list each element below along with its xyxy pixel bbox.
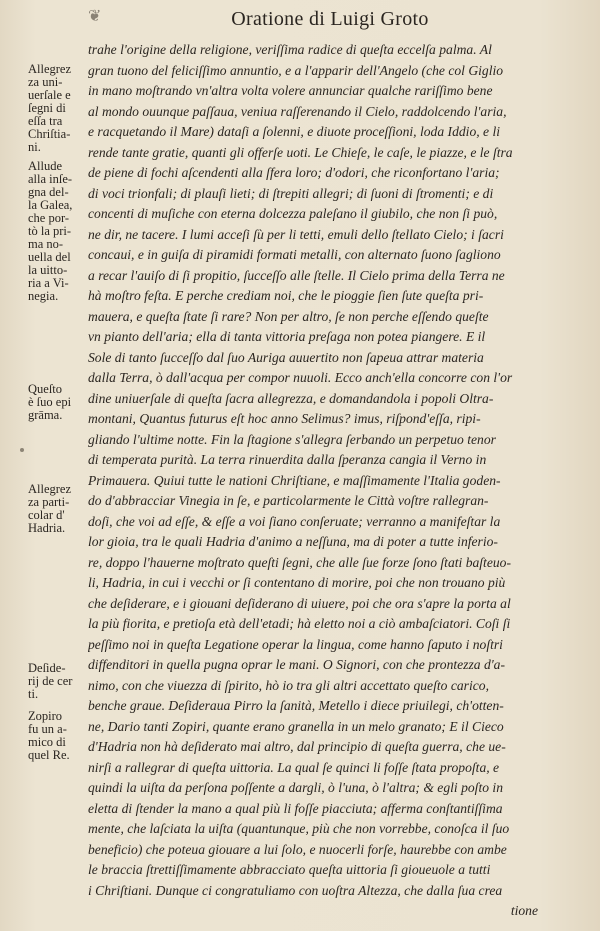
text-line: gliando l'ultime notte. Fin la ſtagione s'allegra ſerbando un perpetuo tenor [88, 431, 496, 447]
marginal-note-line: ni. [28, 140, 41, 154]
text-line: ne, Dario tanti Zopiri, quante erano granella in un melo granato; E il Cieco [88, 718, 504, 734]
marginal-note-line: grāma. [28, 408, 63, 422]
marginal-note-line: gna del- [28, 185, 69, 199]
marginal-note-line: alla inſe- [28, 172, 73, 186]
text-line: diffenditori in quella pugna oprar le mani. O Signori, con che prontezza d'a- [88, 657, 505, 672]
marginal-note-line: za parti- [28, 495, 70, 509]
text-line: tione [510, 903, 538, 918]
text-line: beneficio) che poteua giouare a lui ſolo, e nuocerli forſe, haurebbe con ambe [88, 841, 507, 857]
text-line: in mano moſtrando vn'altra volta volere annunciar qualche rariſſimo bene [88, 83, 493, 98]
marginal-note [28, 483, 88, 535]
text-line: a recar l'auiſo di ſi propitio, ſucceſſo alle ſtelle. Il Cielo prima della Terra ne [88, 267, 505, 283]
text-line: di temperata purità. La terra rinuerdita dalla ſperanza cangia il Verno in [88, 452, 487, 467]
marginal-note-line: uerſale e [28, 88, 71, 102]
text-line: rende tante gratie, quanti gli offerſe uoti. Le Chieſe, le caſe, le piazze, e le ſtra [88, 144, 513, 160]
marginal-note-line: è ſuo epi [28, 395, 72, 409]
body-text [88, 40, 574, 922]
marginal-note-line: mico di [28, 735, 66, 749]
text-line: concenti di muſiche con eterna dolcezza paleſano il giubilo, che non ſi può, [88, 206, 498, 221]
text-line: dine uniuerſale di queſta ſacra allegrezza, e domandandola i popoli Oltra- [88, 390, 494, 406]
page-header: Oratione di Luigi Groto [231, 8, 429, 30]
text-line: peſſimo noi in queſta Legatione operar la lingua, come hanno ſaputo i noſtri [88, 636, 503, 652]
ink-mark [20, 448, 24, 452]
text-line: di voci trionfali; di plauſi lieti; di ſtrepiti allegri; di ſuoni di ſtromenti; e di [88, 185, 494, 201]
marginal-note-line: Hadria. [28, 521, 66, 535]
text-line: dalla Terra, ò dall'acqua per compor nuuoli. Ecco anch'ella concorre con l'or [88, 370, 513, 385]
page-ornament-icon: ❦ [88, 8, 102, 25]
marginal-note-line: Chriſtia- [28, 127, 71, 141]
marginal-note-line: ſegni di [28, 101, 66, 115]
marginal-note-line: Zopiro [28, 709, 63, 723]
marginal-note [28, 63, 88, 154]
text-line: Sole di tanto ſucceſſo dal ſuo Auriga auuertito non ſapeua attrar materia [88, 349, 484, 365]
text-line: montani, Quantus futurus eſt hoc anno Selimus? imus, riſpond'eſſa, ripi- [88, 411, 481, 426]
marginal-note-line: tò la pri- [28, 224, 72, 238]
text-line: benche graue. Deſideraua Pirro la ſanità, Metello i diece priuilegi, ch'otten- [88, 698, 504, 713]
marginal-note-line: za uni- [28, 75, 63, 89]
text-line: de piene di fochi aſcendenti alla ſfera loro; d'odori, che riconfortano l'aria; [88, 165, 500, 180]
marginal-note [28, 160, 88, 303]
text-line: le braccia ſtrettiſſimamente abbracciato queſta uittoria ſi gioueuole a tutti [88, 862, 491, 877]
text-line: eletta di ſtender la mano a qual più li foſſe piacciuta; afferma conſtantiſſima [88, 800, 503, 816]
text-line: li, Hadria, in cui i vecchi or ſi contentano di morire, poi che non trouano più [88, 575, 506, 590]
marginal-note-line: Allegrez [28, 482, 72, 496]
text-line: nirſi a rallegrar di queſta uittoria. La qual ſe quinci li foſſe ſtata propoſta, e [88, 759, 500, 775]
marginal-note [28, 710, 88, 762]
text-line: doſi, che voi ad eſſe, & eſſe a voi ſiano conſeruate; verranno a manifeſtar la [88, 513, 501, 529]
text-line: do d'abbracciar Vinegia in ſe, e particolarmente le Città voſtre rallegran- [88, 493, 489, 508]
text-line: hà moſtro feſta. E perche crediam noi, che le pioggie ſien ſute queſta pri- [88, 288, 484, 303]
marginal-note-line: ria a Vi- [28, 276, 69, 290]
marginal-note-line: quel Re. [28, 748, 70, 762]
marginal-note-line: ma no- [28, 237, 64, 251]
text-line: la più fiorita, e pretioſa età dell'etadi; hà eletto noi a ciò ambaſciatori. Coſi ſi [88, 616, 511, 631]
text-line: concaui, e in guiſa di piramidi formati metalli, con alternato ſuono ſagliono [88, 247, 501, 262]
text-line: trahe l'origine della religione, veriſſima radice di queſta eccelſa palma. Al [88, 42, 492, 57]
marginal-note-line: la uitto- [28, 263, 68, 277]
marginal-note-line: rij de cer [28, 674, 73, 688]
text-line: gran tuono del feliciſſimo annuntio, e a l'apparir dell'Angelo (che col Giglio [88, 62, 504, 78]
text-line: ne dir, ne tacere. I lumi acceſi ſù per li tetti, emuli dello ſtellato Cielo; i ſacri [88, 226, 504, 242]
marginal-note [28, 383, 88, 422]
text-line: re, doppo l'hauerne moſtrato queſti ſegni, che alle ſue forze ſono ſtati baſteuo- [88, 554, 511, 570]
marginal-note-line: eſſa tra [28, 114, 63, 128]
text-line: i Chriſtiani. Dunque ci congratuliamo con uoſtra Altezza, che dalla ſua crea [88, 882, 503, 898]
text-line: e racquetando il Mare) dataſi a ſolenni, e diuote proceſſioni, loda Iddio, e li [88, 124, 501, 139]
marginal-note-line: Queſto [28, 382, 63, 396]
marginal-note-line: negia. [28, 289, 59, 303]
marginal-note-line: la Galea, [28, 198, 73, 212]
text-line: lor gioia, tra le quali Hadria d'animo a neſſuna, ma di poter a tutte inferio- [88, 534, 498, 549]
marginal-note-line: Allegrez [28, 62, 72, 76]
marginal-note-line: fu un a- [28, 722, 67, 736]
text-line: vn pianto dell'aria; ella di tanta vittoria preſaga non potea piangere. E il [88, 329, 486, 344]
marginal-note-line: Deſide- [28, 661, 66, 675]
text-line: mente, che laſciata la uiſta (quantunque, più che non vorrebbe, conoſca il ſuo [88, 821, 510, 836]
text-line: d'Hadria non hà deſiderato mai altro, dal principio di queſta guerra, che ue- [88, 739, 506, 754]
text-line: quindi la uiſta da perſona poſſente a dargli, ò l'una, ò l'altra; & egli poſto in [88, 780, 504, 795]
marginal-note-line: colar d' [28, 508, 65, 522]
marginal-note-line: uella del [28, 250, 71, 264]
marginal-note-line: che por- [28, 211, 70, 225]
text-line: al mondo ouunque paſſaua, veniua raſſerenando il Cielo, raddolcendo l'aria, [88, 103, 507, 119]
text-line: nimo, con che viuezza di ſpirito, hò io tra gli altri accettato queſto carico, [88, 677, 489, 693]
marginal-note [28, 662, 88, 701]
marginal-note-line: ti. [28, 687, 39, 701]
marginal-note-line: Allude [28, 159, 63, 173]
text-line: mauera, e queſta ſtate ſi rare? Non per altro, ſe non perche eſſendo queſte [88, 308, 489, 324]
text-line: Primauera. Quiui tutte le nationi Chriſtiane, e maſſimamente l'Italia goden- [88, 472, 501, 488]
text-line: che deſiderare, e i giouani deſiderano di uiuere, poi che ora s'apre la porta al [88, 595, 511, 611]
